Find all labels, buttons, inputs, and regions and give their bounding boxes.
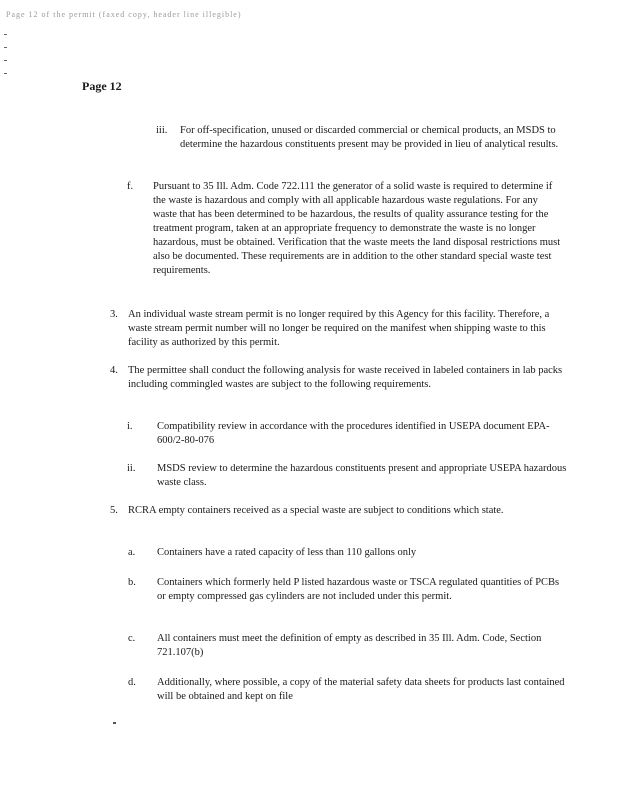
- item-text: Pursuant to 35 Ill. Adm. Code 722.111 the generator of a solid waste is required to determine if the waste is hazardous and comply with all applicable hazardous waste regulations. For any waste that has been determined to be hazardous, the results of quality assurance testing for the treatment program, taken at an appropriate frequency to demonstrate the waste is no longer hazardous, must be obtained. Verification that the waste meets the land disposal restrictions must also be documented. These requirements are in addition to the other standard special waste test requirements.: [153, 181, 561, 276]
- item-marker: b.: [128, 577, 136, 588]
- item-text: Additionally, where possible, a copy of the material safety data sheets for products last contained will be obtained and kept on file: [157, 677, 565, 702]
- item-text: The permittee shall conduct the following analysis for waste received in labeled containers in lab packs including commingled wastes are subject to the following requirements.: [128, 365, 563, 390]
- item-marker: c.: [128, 633, 136, 644]
- item-marker: iii.: [156, 125, 168, 136]
- fax-edge-marks: [4, 34, 7, 86]
- item-text: Containers have a rated capacity of less than 110 gallons only: [157, 547, 417, 558]
- scan-speck: [113, 722, 116, 724]
- item-text: Containers which formerly held P listed hazardous waste or TSCA regulated quantities of PCBs or empty compressed gas cylinders are not included under this permit.: [157, 577, 560, 602]
- item-text: For off-specification, unused or discarded commercial or chemical products, an MSDS to determine the hazardous constituents present may be provided in lieu of analytical results.: [180, 125, 559, 150]
- item-marker: d.: [128, 677, 136, 688]
- item-marker: i.: [127, 421, 133, 432]
- item-marker: a.: [128, 547, 136, 558]
- item-text: RCRA empty containers received as a special waste are subject to conditions which state.: [128, 505, 504, 516]
- item-text: MSDS review to determine the hazardous constituents present and appropriate USEPA hazardous waste class.: [157, 463, 567, 488]
- item-marker: f.: [127, 181, 134, 192]
- scan-header-noise: Page 12 of the permit (faxed copy, header line illegible): [6, 10, 242, 19]
- item-marker: 3.: [110, 309, 118, 320]
- page-number: Page 12: [82, 79, 122, 93]
- item-text: Compatibility review in accordance with the procedures identified in USEPA document EPA-600/2-80-076: [157, 421, 550, 446]
- item-text: An individual waste stream permit is no longer required by this Agency for this facility. Therefore, a waste stream permit number will no longer be required on the manifest when shipping waste to this facility as authorized by this permit.: [128, 309, 550, 348]
- item-marker: 4.: [110, 365, 118, 376]
- item-marker: 5.: [110, 505, 118, 516]
- item-text: All containers must meet the definition of empty as described in 35 Ill. Adm. Code, Section 721.107(b): [157, 633, 542, 658]
- item-marker: ii.: [127, 463, 136, 474]
